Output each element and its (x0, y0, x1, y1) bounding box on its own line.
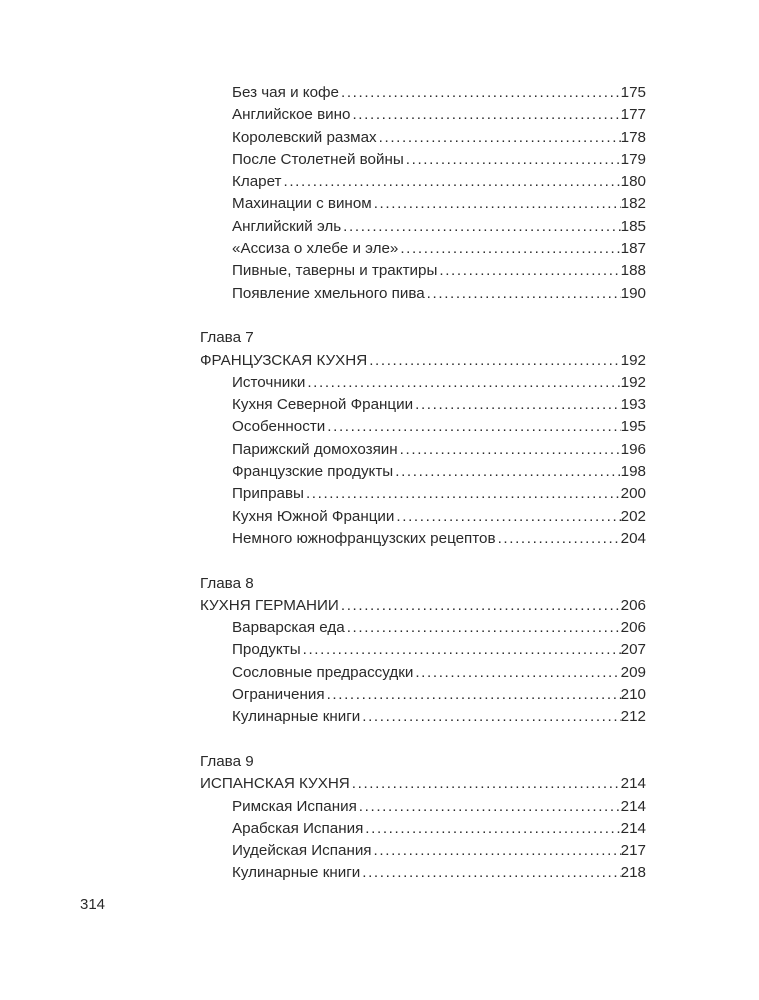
entry-page: 179 (620, 150, 646, 168)
group-spacer (200, 550, 646, 572)
dot-leader (341, 82, 621, 104)
entry-page: 202 (620, 507, 646, 525)
entry-title: Пивные, таверны и трактиры (232, 262, 438, 280)
toc-entry (200, 260, 646, 282)
toc-entry (200, 840, 646, 862)
toc-entry (200, 483, 646, 505)
entry-page: 217 (620, 842, 646, 860)
dot-leader (415, 394, 621, 416)
dot-leader (343, 216, 620, 238)
entry-title: После Столетней войны (232, 150, 404, 168)
table-of-contents (200, 82, 646, 885)
dot-leader (365, 818, 620, 840)
entry-page: 177 (620, 106, 646, 124)
toc-entry (200, 372, 646, 394)
toc-entry (200, 862, 646, 884)
toc-entry (200, 104, 646, 126)
entry-page: 192 (620, 373, 646, 391)
dot-leader (379, 127, 621, 149)
entry-page: 187 (620, 240, 646, 258)
dot-leader (352, 773, 621, 795)
dot-leader (406, 149, 621, 171)
entry-title: Продукты (232, 641, 301, 659)
chapter-heading (200, 350, 646, 372)
dot-leader (359, 796, 621, 818)
page-number: 314 (80, 896, 106, 913)
toc-entry (200, 684, 646, 706)
entry-title: Без чая и кофе (232, 84, 339, 101)
dot-leader (307, 372, 620, 394)
toc-entry (200, 193, 646, 215)
toc-entry (200, 461, 646, 483)
entry-title: Французские продукты (232, 463, 394, 481)
entry-title: Сословные предрассудки (232, 663, 414, 681)
toc-entry (200, 238, 646, 260)
dot-leader (327, 684, 621, 706)
entry-title: Английское вино (232, 106, 351, 124)
entry-title: Варварская еда (232, 619, 345, 637)
entry-title: «Ассиза о хлебе и эле» (232, 240, 399, 258)
dot-leader (427, 283, 621, 305)
entry-page: 218 (620, 864, 646, 882)
toc-entry (200, 706, 646, 728)
toc-entry (200, 439, 646, 461)
entry-title: Махинации с вином (232, 195, 372, 213)
dot-leader (498, 528, 621, 550)
toc-entry (200, 796, 646, 818)
entry-title: Особенности (232, 418, 326, 436)
entry-page: 214 (620, 775, 646, 793)
dot-leader (352, 104, 620, 126)
entry-title: Королевский размах (232, 128, 377, 146)
entry-page: 210 (620, 686, 646, 704)
dot-leader (347, 617, 621, 639)
toc-entry (200, 416, 646, 438)
entry-title: Римская Испания (232, 797, 357, 815)
dot-leader (303, 639, 621, 661)
entry-page: 209 (620, 663, 646, 681)
chapter-heading (200, 595, 646, 617)
toc-entry (200, 149, 646, 171)
entry-page: 175 (620, 84, 646, 101)
entry-title: ИСПАНСКАЯ КУХНЯ (200, 775, 350, 793)
dot-leader (415, 662, 620, 684)
dot-leader (327, 416, 620, 438)
entry-title: Парижский домохозяин (232, 440, 398, 458)
dot-leader (374, 193, 621, 215)
entry-page: 188 (620, 262, 646, 280)
toc-entry (200, 506, 646, 528)
entry-page: 206 (620, 596, 646, 614)
entry-title: ФРАНЦУЗСКАЯ КУХНЯ (200, 351, 368, 369)
group-spacer (200, 305, 646, 327)
entry-page: 206 (620, 619, 646, 637)
dot-leader (341, 595, 621, 617)
entry-page: 198 (620, 463, 646, 481)
entry-page: 192 (620, 351, 646, 369)
entry-title: Кухня Северной Франции (232, 396, 414, 414)
entry-page: 204 (620, 529, 646, 547)
toc-entry (200, 662, 646, 684)
entry-title: Ограничения (232, 686, 325, 704)
entry-title: Английский эль (232, 217, 342, 235)
entry-page: 212 (620, 708, 646, 726)
entry-title: Приправы (232, 485, 304, 503)
entry-page: 214 (620, 797, 646, 815)
chapter-label: Глава 7 (200, 329, 254, 347)
entry-title: Кухня Южной Франции (232, 507, 395, 525)
toc-entry (200, 617, 646, 639)
dot-leader (362, 706, 620, 728)
toc-entry (200, 82, 646, 104)
toc-entry (200, 283, 646, 305)
dot-leader (362, 862, 620, 884)
dot-leader (306, 483, 621, 505)
entry-page: 200 (620, 485, 646, 503)
dot-leader (374, 840, 621, 862)
entry-page: 180 (620, 173, 646, 191)
toc-entry (200, 216, 646, 238)
entry-page: 207 (620, 641, 646, 659)
entry-title: Кулинарные книги (232, 864, 361, 882)
entry-title: Кулинарные книги (232, 708, 361, 726)
entry-page: 196 (620, 440, 646, 458)
dot-leader (400, 439, 621, 461)
toc-entry (200, 127, 646, 149)
entry-title: Появление хмельного пива (232, 284, 425, 302)
toc-entry (200, 171, 646, 193)
entry-page: 193 (620, 396, 646, 414)
chapter-label: Глава 9 (200, 752, 254, 770)
entry-page: 178 (620, 128, 646, 146)
dot-leader (284, 171, 621, 193)
dot-leader (400, 238, 620, 260)
entry-title: Иудейская Испания (232, 842, 372, 860)
entry-page: 195 (620, 418, 646, 436)
entry-page: 190 (620, 284, 646, 302)
chapter-heading (200, 773, 646, 795)
toc-entry (200, 818, 646, 840)
toc-entry (200, 394, 646, 416)
entry-title: Кларет (232, 173, 282, 191)
group-spacer (200, 729, 646, 751)
entry-page: 214 (620, 819, 646, 837)
dot-leader (395, 461, 620, 483)
toc-entry (200, 528, 646, 550)
dot-leader (439, 260, 620, 282)
entry-title: Немного южнофранцузских рецептов (232, 529, 496, 547)
entry-page: 182 (620, 195, 646, 213)
chapter-label: Глава 8 (200, 574, 254, 592)
entry-title: Арабская Испания (232, 819, 364, 837)
entry-title: КУХНЯ ГЕРМАНИИ (200, 596, 339, 614)
entry-page: 185 (620, 217, 646, 235)
toc-entry (200, 639, 646, 661)
entry-title: Источники (232, 373, 306, 391)
dot-leader (369, 350, 620, 372)
dot-leader (396, 506, 620, 528)
